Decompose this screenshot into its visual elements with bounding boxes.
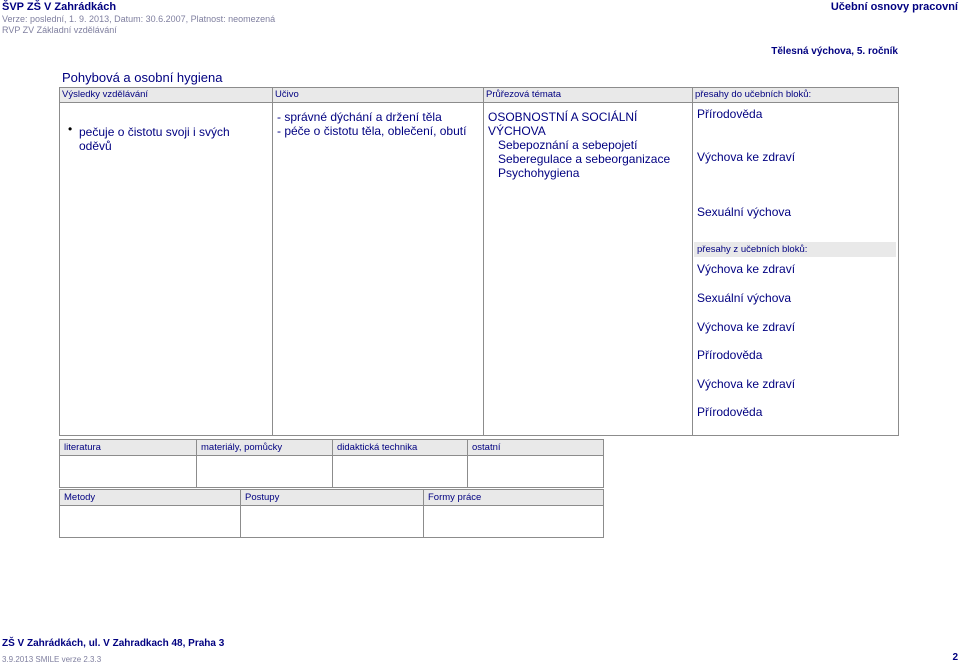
- section-title: Pohybová a osobní hygiena: [62, 70, 223, 85]
- header-overlaps-to: přesahy do učebních bloků:: [695, 89, 812, 100]
- bullet-icon: •: [68, 122, 73, 136]
- overlaps-cell: [693, 103, 898, 435]
- document-type-title: Učební osnovy pracovní: [830, 1, 958, 13]
- resources-cell: [60, 456, 197, 487]
- resources-table: [59, 439, 604, 488]
- overlap-from-item: Přírodověda: [697, 348, 763, 362]
- resources-cell: [197, 456, 333, 487]
- topic-heading: OSOBNOSTNÍ A SOCIÁLNÍ VÝCHOVA: [488, 110, 638, 138]
- overlap-from-item: Výchova ke zdraví: [697, 262, 796, 276]
- outcome-text: pečuje o čistotu svoji i svých oděvů: [79, 125, 230, 153]
- table-header-row: [60, 88, 898, 103]
- header-work-forms: Formy práce: [428, 492, 482, 503]
- methods-cell: [60, 506, 241, 537]
- header-outcomes: Výsledky vzdělávání: [60, 88, 273, 102]
- header-didactic-tech: didaktická technika: [333, 440, 468, 456]
- overlap-to-item: Sexuální výchova: [697, 205, 792, 219]
- header-procedures: Postupy: [241, 490, 424, 506]
- methods-table: [59, 489, 604, 538]
- overlap-from-item: Výchova ke zdraví: [697, 377, 796, 391]
- overlaps-from-header: přesahy z učebních bloků:: [694, 242, 896, 257]
- rvp-line: RVP ZV Základní vzdělávání: [2, 25, 117, 35]
- topic-item: Sebepoznání a sebepojetí: [498, 138, 638, 152]
- overlap-to-item: Přírodověda: [697, 107, 763, 121]
- overlap-to-item: Výchova ke zdraví: [697, 150, 796, 164]
- header-other: ostatní: [472, 442, 501, 453]
- header-methods: Metody: [60, 490, 241, 506]
- header-content: Učivo: [273, 88, 484, 102]
- overlap-from-item: Výchova ke zdraví: [697, 320, 796, 334]
- outcomes-cell: [60, 103, 273, 435]
- curriculum-table: [59, 87, 899, 436]
- header-topics: Průřezová témata: [484, 88, 693, 102]
- overlap-from-item: Přírodověda: [697, 405, 763, 419]
- footer-version: 3.9.2013 SMILE verze 2.3.3: [2, 655, 102, 662]
- overlap-from-item: Sexuální výchova: [697, 291, 792, 305]
- version-line: Verze: poslední, 1. 9. 2013, Datum: 30.6.2007, Platnost: neomezená: [2, 14, 276, 24]
- topics-cell: [484, 103, 693, 435]
- header-materials: materiály, pomůcky: [197, 440, 333, 456]
- methods-cell: [241, 506, 424, 537]
- content-line: - péče o čistotu těla, oblečení, obutí: [277, 124, 467, 138]
- methods-header-row: [60, 490, 603, 506]
- topic-item: Psychohygiena: [498, 166, 580, 180]
- footer-school-address: ZŠ V Zahrádkách, ul. V Zahradkach 48, Praha 3: [2, 638, 225, 649]
- school-title: ŠVP ZŠ V Zahrádkách: [2, 1, 117, 13]
- header-literature: literatura: [60, 440, 197, 456]
- page-number: 2: [952, 652, 958, 662]
- content-cell: [273, 103, 484, 435]
- content-line: - správné dýchání a držení těla: [277, 110, 442, 124]
- resources-cell: [333, 456, 468, 487]
- topic-item: Seberegulace a sebeorganizace: [498, 152, 671, 166]
- resources-header-row: [60, 440, 603, 456]
- subject-grade: Tělesná výchova, 5. ročník: [771, 46, 898, 57]
